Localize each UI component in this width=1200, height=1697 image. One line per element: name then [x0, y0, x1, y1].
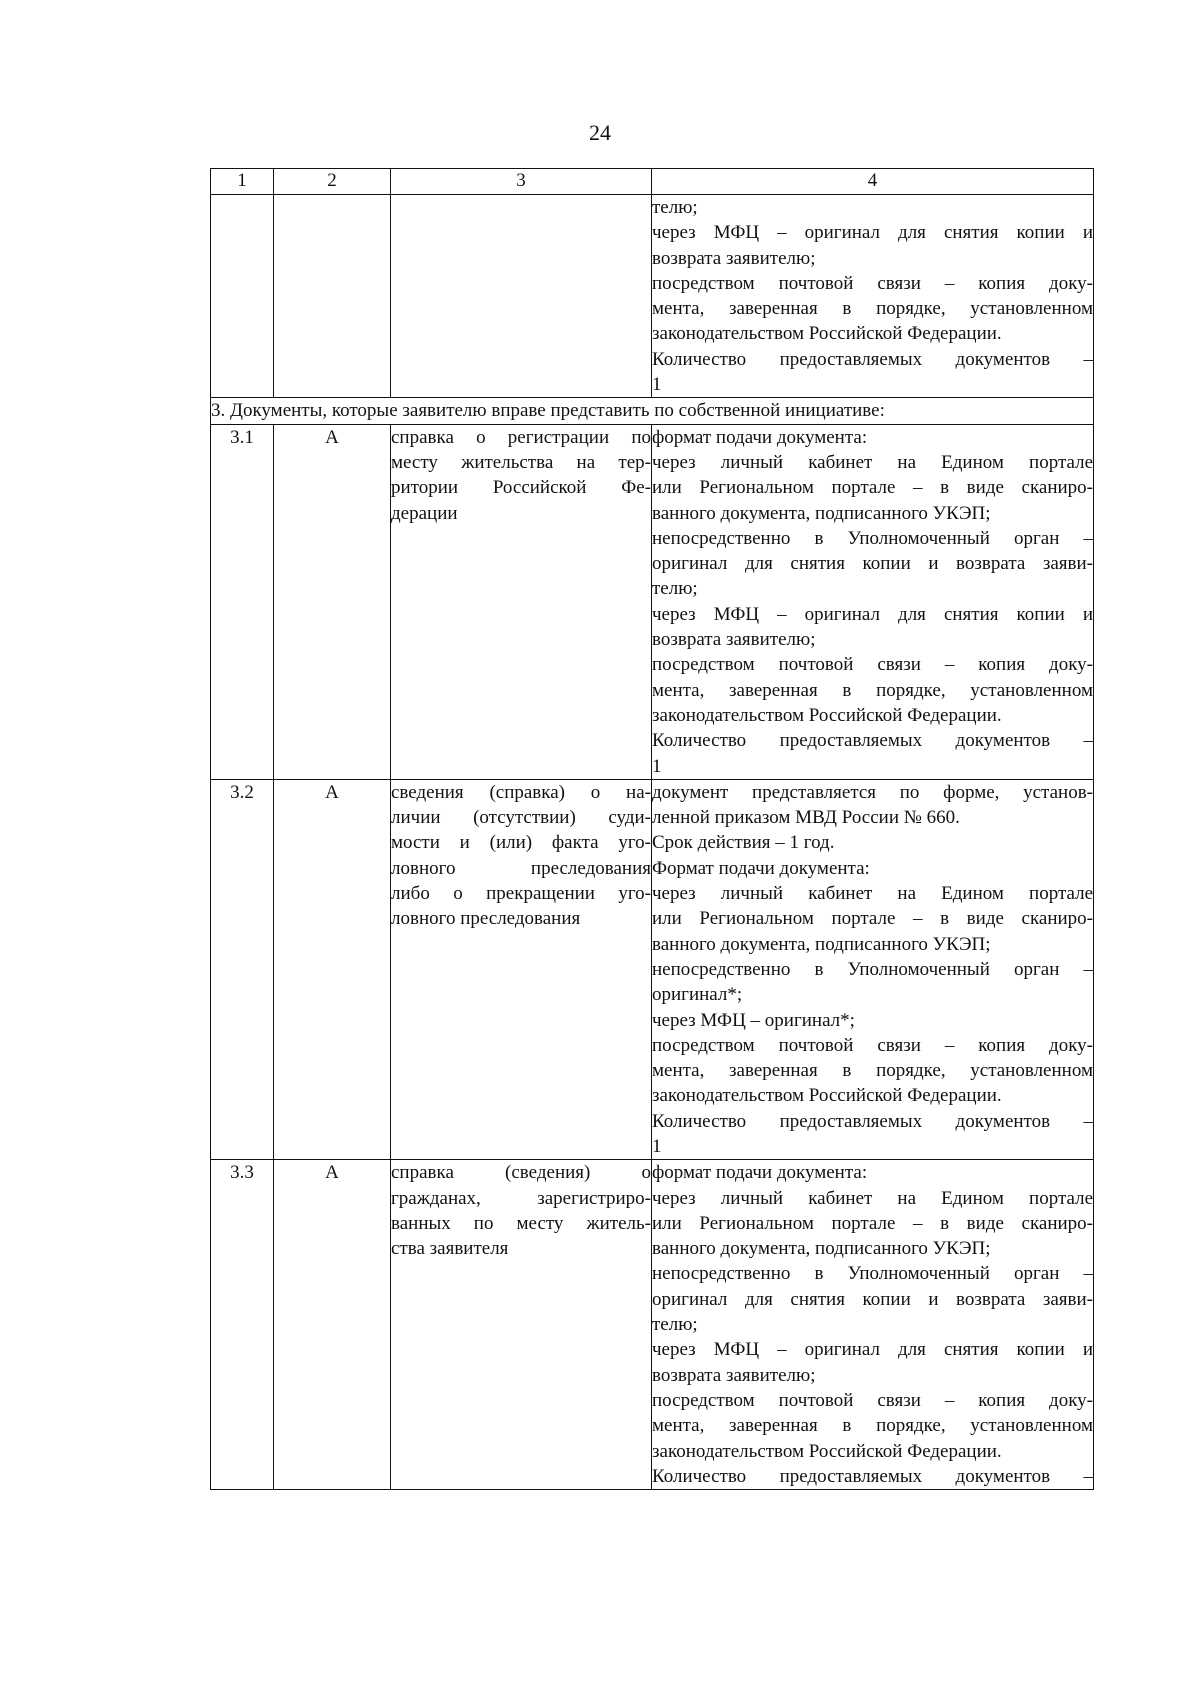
- table-row: [211, 1160, 1094, 1490]
- column-header-3: 3: [391, 169, 652, 195]
- text-line: ванного документа, подписанного УКЭП;: [652, 1238, 991, 1260]
- text-line: сведения (справка) о на-: [391, 781, 651, 803]
- row-category: А: [274, 1160, 391, 1490]
- row-number: 3.3: [211, 1160, 274, 1490]
- text-line: дерации: [391, 502, 458, 524]
- text-line: возврата заявителю;: [652, 247, 816, 269]
- text-line: законодательством Российской Федерации.: [652, 704, 1002, 726]
- row-category: А: [274, 424, 391, 779]
- text-line: ловного преследования: [391, 908, 581, 930]
- text-line: через личный кабинет на Едином портале: [652, 1187, 1093, 1209]
- text-line: Количество предоставляемых документов –: [652, 1110, 1093, 1132]
- text-line: Количество предоставляемых документов –: [652, 348, 1093, 370]
- text-line: или Региональном портале – в виде сканиро-: [652, 477, 1093, 499]
- row-category: А: [274, 779, 391, 1159]
- text-line: через МФЦ – оригинал для снятия копии и: [652, 603, 1093, 625]
- text-line: ленной приказом МВД России № 660.: [652, 807, 960, 829]
- text-line: законодательством Российской Федерации.: [652, 323, 1002, 345]
- text-line: оригинал*;: [652, 984, 743, 1006]
- text-line: 1: [652, 374, 662, 396]
- continuation-desc-cell: [652, 195, 1094, 398]
- text-line: посредством почтовой связи – копия доку-: [652, 1034, 1093, 1056]
- column-header-4: 4: [652, 169, 1094, 195]
- column-header-2: 2: [274, 169, 391, 195]
- text-line: через МФЦ – оригинал*;: [652, 1009, 855, 1031]
- text-line: гражданах, зарегистриро-: [391, 1187, 651, 1209]
- text-line: или Региональном портале – в виде сканиро-: [652, 1212, 1093, 1234]
- section-row: [211, 398, 1094, 424]
- text-line: или Региональном портале – в виде сканиро-: [652, 908, 1093, 930]
- row-number: 3.1: [211, 424, 274, 779]
- text-line: ванных по месту житель-: [391, 1212, 651, 1234]
- row-document-name: [391, 1160, 652, 1490]
- text-line: Количество предоставляемых документов –: [652, 1465, 1093, 1487]
- row-document-name: [391, 779, 652, 1159]
- text-line: документ представляется по форме, установ-: [652, 781, 1093, 803]
- text-line: возврата заявителю;: [652, 1364, 816, 1386]
- text-line: телю;: [652, 578, 698, 600]
- text-line: мента, заверенная в порядке, установленном: [652, 298, 1093, 320]
- continuation-name-cell: [391, 195, 652, 398]
- text-line: ванного документа, подписанного УКЭП;: [652, 502, 991, 524]
- text-line: мента, заверенная в порядке, установленном: [652, 1060, 1093, 1082]
- text-line: ванного документа, подписанного УКЭП;: [652, 933, 991, 955]
- text-line: возврата заявителю;: [652, 629, 816, 651]
- documents-table: [210, 168, 1094, 1490]
- text-line: Количество предоставляемых документов –: [652, 730, 1093, 752]
- text-line: непосредственно в Уполномоченный орган –: [652, 1263, 1093, 1285]
- text-line: мента, заверенная в порядке, установленном: [652, 679, 1093, 701]
- text-line: законодательством Российской Федерации.: [652, 1085, 1002, 1107]
- text-line: непосредственно в Уполномоченный орган –: [652, 527, 1093, 549]
- table-row: [211, 424, 1094, 779]
- row-document-description: [652, 1160, 1094, 1490]
- text-line: Срок действия – 1 год.: [652, 832, 835, 854]
- text-line: справка о регистрации по: [391, 426, 651, 448]
- text-line: мента, заверенная в порядке, установленном: [652, 1415, 1093, 1437]
- text-line: личии (отсутствии) суди-: [391, 807, 651, 829]
- text-line: справка (сведения) о: [391, 1162, 651, 1184]
- text-line: через МФЦ – оригинал для снятия копии и: [652, 222, 1093, 244]
- text-line: через личный кабинет на Едином портале: [652, 451, 1093, 473]
- text-line: через МФЦ – оригинал для снятия копии и: [652, 1339, 1093, 1361]
- continuation-num-cell: [211, 195, 274, 398]
- text-line: ритории Российской Фе-: [391, 477, 651, 499]
- continuation-cat-cell: [274, 195, 391, 398]
- text-line: законодательством Российской Федерации.: [652, 1440, 1002, 1462]
- text-line: непосредственно в Уполномоченный орган –: [652, 958, 1093, 980]
- row-document-description: [652, 779, 1094, 1159]
- text-line: посредством почтовой связи – копия доку-: [652, 1389, 1093, 1411]
- continuation-row: [211, 195, 1094, 398]
- text-line: посредством почтовой связи – копия доку-: [652, 654, 1093, 676]
- text-line: ловного преследования: [391, 857, 651, 879]
- section-title: 3. Документы, которые заявителю вправе представить по собственной инициативе:: [211, 398, 1094, 424]
- table-header-row: [211, 169, 1094, 195]
- text-line: Формат подачи документа:: [652, 857, 870, 879]
- text-line: оригинал для снятия копии и возврата заяви-: [652, 1288, 1093, 1310]
- text-line: либо о прекращении уго-: [391, 883, 651, 905]
- row-number: 3.2: [211, 779, 274, 1159]
- row-document-name: [391, 424, 652, 779]
- text-line: телю;: [652, 197, 698, 218]
- text-line: 1: [652, 755, 662, 777]
- text-line: 1: [652, 1135, 662, 1157]
- text-line: телю;: [652, 1314, 698, 1336]
- text-line: формат подачи документа:: [652, 1162, 868, 1184]
- text-line: месту жительства на тер-: [391, 451, 651, 473]
- row-document-description: [652, 424, 1094, 779]
- column-header-1: 1: [211, 169, 274, 195]
- text-line: оригинал для снятия копии и возврата заяви-: [652, 553, 1093, 575]
- text-line: через личный кабинет на Едином портале: [652, 883, 1093, 905]
- text-line: посредством почтовой связи – копия доку-: [652, 272, 1093, 294]
- text-line: ства заявителя: [391, 1238, 509, 1260]
- text-line: мости и (или) факта уго-: [391, 832, 651, 854]
- page-number: 24: [589, 120, 611, 145]
- text-line: формат подачи документа:: [652, 426, 868, 448]
- table-row: [211, 779, 1094, 1159]
